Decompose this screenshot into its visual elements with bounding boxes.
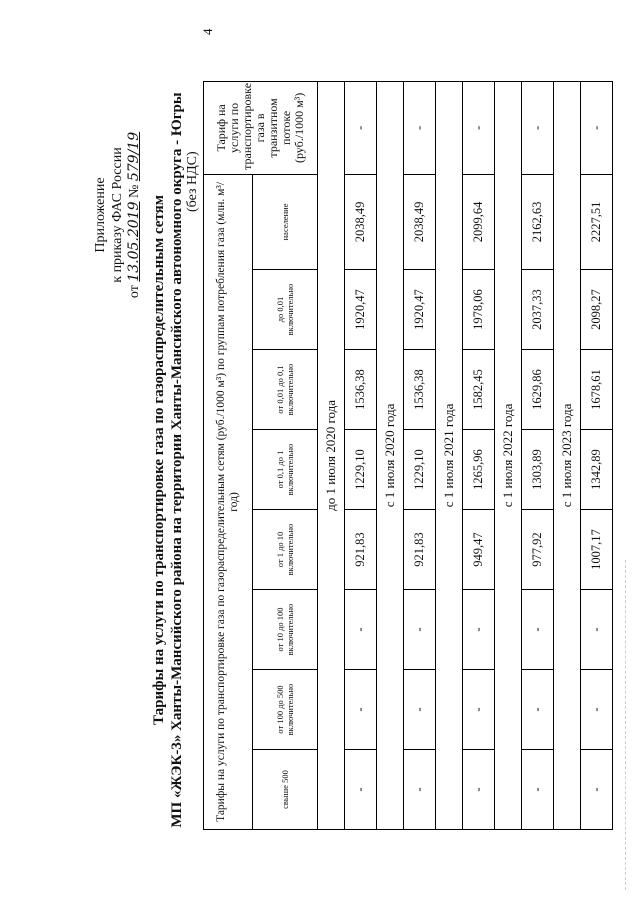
table-row bbox=[404, 81, 436, 829]
table-cell: 2099,64 bbox=[463, 174, 495, 269]
column-header-row bbox=[253, 81, 318, 829]
column-header: от 10 до 100 включительно bbox=[253, 590, 318, 670]
table-cell: 1978,06 bbox=[463, 270, 495, 350]
table-cell: 921,83 bbox=[404, 510, 436, 590]
table-cell: 2038,49 bbox=[345, 174, 377, 269]
period-label: с 1 июля 2022 года bbox=[495, 81, 522, 829]
table-cell: 1629,86 bbox=[522, 350, 554, 430]
period-row bbox=[554, 81, 581, 829]
table-cell: - bbox=[522, 81, 554, 174]
table-cell: 1303,89 bbox=[522, 430, 554, 510]
scan-artifact-line bbox=[625, 560, 627, 890]
table-cell: - bbox=[404, 750, 436, 830]
table-cell: - bbox=[522, 590, 554, 670]
table-cell: - bbox=[404, 590, 436, 670]
table-cell: 2098,27 bbox=[581, 270, 613, 350]
table-cell: - bbox=[404, 81, 436, 174]
column-header: от 0,01 до 0,1 включительно bbox=[253, 350, 318, 430]
order-date-number: от 13.05.2019 № 579/19 bbox=[126, 131, 142, 299]
table-cell: 1582,45 bbox=[463, 350, 495, 430]
appendix-label: Приложение bbox=[93, 177, 108, 253]
table-cell: - bbox=[581, 590, 613, 670]
table-cell: - bbox=[463, 590, 495, 670]
appendix-block bbox=[92, 100, 143, 330]
table-cell: - bbox=[345, 670, 377, 750]
table-cell: 2037,33 bbox=[522, 270, 554, 350]
title-line-1: Тарифы на услуги по транспортировке газа по газораспределительным сетям bbox=[151, 195, 167, 725]
table-row bbox=[463, 81, 495, 829]
period-label: до 1 июля 2020 года bbox=[318, 81, 345, 829]
order-reference: к приказу ФАС России bbox=[110, 147, 125, 283]
table-cell: - bbox=[522, 750, 554, 830]
table-cell: 1536,38 bbox=[345, 350, 377, 430]
table-cell: 949,47 bbox=[463, 510, 495, 590]
column-header: свыше 500 bbox=[253, 750, 318, 830]
table-cell: - bbox=[345, 750, 377, 830]
column-header: до 0,01 включительно bbox=[253, 270, 318, 350]
table-cell: 977,92 bbox=[522, 510, 554, 590]
table-cell: - bbox=[345, 81, 377, 174]
table-cell: 2038,49 bbox=[404, 174, 436, 269]
table-cell: 1920,47 bbox=[404, 270, 436, 350]
table-cell: - bbox=[463, 81, 495, 174]
table-cell: 921,83 bbox=[345, 510, 377, 590]
table-cell: - bbox=[581, 750, 613, 830]
transit-header: Тариф на услуги по транспортировке газа в транзитном потоке (руб./1000 м³) bbox=[204, 81, 318, 174]
period-row bbox=[377, 81, 404, 829]
table-cell: 1920,47 bbox=[345, 270, 377, 350]
table-cell: 1229,10 bbox=[404, 430, 436, 510]
period-label: с 1 июля 2021 года bbox=[436, 81, 463, 829]
table-cell: 1342,89 bbox=[581, 430, 613, 510]
table-cell: 2162,63 bbox=[522, 174, 554, 269]
table-cell: 1229,10 bbox=[345, 430, 377, 510]
table-cell: - bbox=[581, 670, 613, 750]
table-row bbox=[581, 81, 613, 829]
table-header-row bbox=[204, 81, 253, 829]
handwritten-date: 13.05.2019 bbox=[126, 201, 142, 282]
column-header: население bbox=[253, 174, 318, 269]
table-cell: - bbox=[463, 670, 495, 750]
table-cell: 1678,61 bbox=[581, 350, 613, 430]
table-cell: - bbox=[463, 750, 495, 830]
vat-note: (без НДС) bbox=[185, 151, 200, 212]
period-label: с 1 июля 2023 года bbox=[554, 81, 581, 829]
period-row bbox=[436, 81, 463, 829]
tariff-table bbox=[203, 81, 613, 830]
handwritten-number: 579/19 bbox=[126, 131, 142, 182]
title-line-2: МП «ЖЭК-3» Ханты-Мансийского района на территории Ханты-Мансийского автономного округа - Югры bbox=[169, 92, 185, 828]
table-cell: 1265,96 bbox=[463, 430, 495, 510]
document-title bbox=[150, 30, 186, 890]
table-cell: - bbox=[404, 670, 436, 750]
period-row bbox=[495, 81, 522, 829]
table-cell: - bbox=[522, 670, 554, 750]
column-header: от 0,1 до 1 включительно bbox=[253, 430, 318, 510]
page-number: 4 bbox=[200, 28, 215, 35]
table-cell: 1007,17 bbox=[581, 510, 613, 590]
table-cell: 1536,38 bbox=[404, 350, 436, 430]
table-row bbox=[522, 81, 554, 829]
column-header: от 100 до 500 включительно bbox=[253, 670, 318, 750]
table-cell: - bbox=[581, 81, 613, 174]
period-row bbox=[318, 81, 345, 829]
period-label: с 1 июля 2020 года bbox=[377, 81, 404, 829]
table-cell: - bbox=[345, 590, 377, 670]
table-cell: 2227,51 bbox=[581, 174, 613, 269]
column-header: от 1 до 10 включительно bbox=[253, 510, 318, 590]
group-header: Тарифы на услуги по транспортировке газа по газораспределительным сетям (руб./1000 м³) по группам потребления газа (млн. м³/год) bbox=[204, 174, 253, 829]
table-row bbox=[345, 81, 377, 829]
